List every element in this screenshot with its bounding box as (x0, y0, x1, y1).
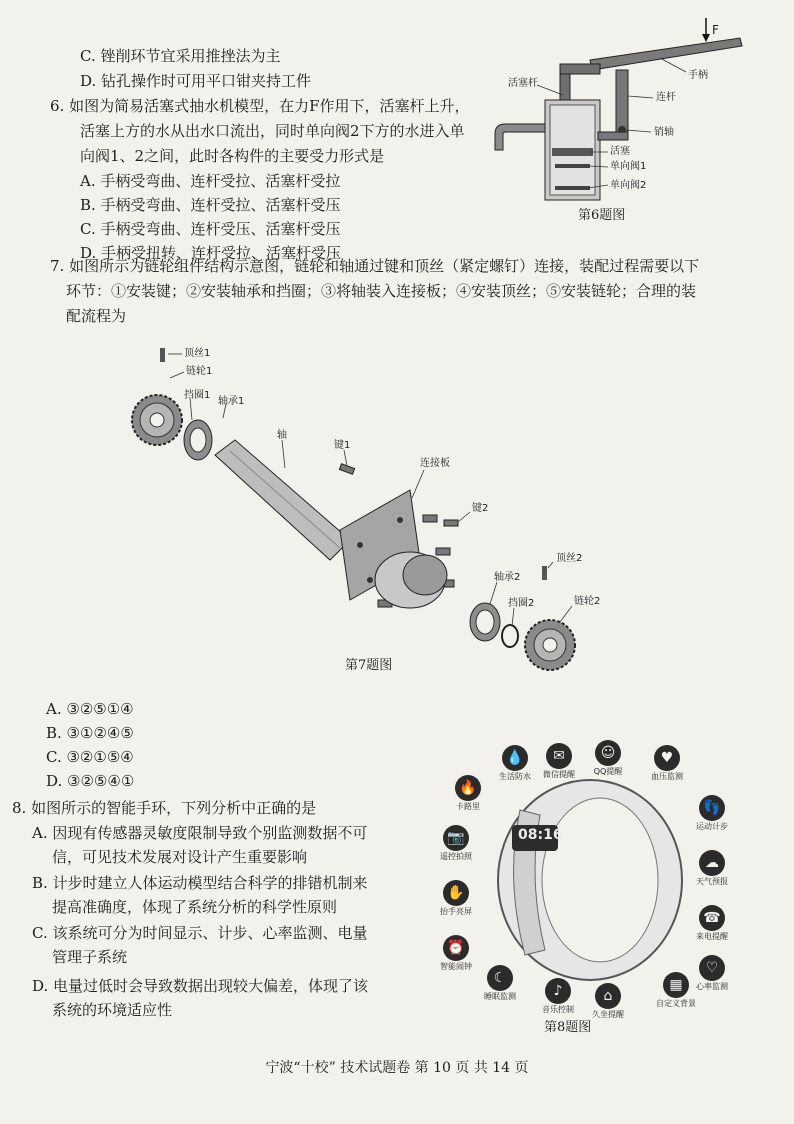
q7-option-c: C. ③②①⑤④ (46, 748, 134, 766)
feature-label: 睡眠监测 (484, 992, 516, 1001)
blood-pressure-icon: ♥ (654, 745, 680, 771)
phone-call-icon: ☎ (699, 905, 725, 931)
feature-label: 卡路里 (456, 802, 480, 811)
band-display-time: 08:16 (518, 827, 563, 843)
q6-option-a: A. 手柄受弯曲、连杆受拉、活塞杆受拉 (80, 172, 341, 190)
q7-stem-line2: 环节：①安装键；②安装轴承和挡圈；③将轴装入连接板；④安装顶丝；⑤安装链轮；合理的装 (66, 282, 697, 300)
q6-option-c: C. 手柄受弯曲、连杆受压、活塞杆受压 (80, 220, 341, 238)
q6-stem-line3: 向阀1、2之间，此时各构件的主要受力形式是 (80, 147, 385, 165)
feature-item (434, 880, 478, 917)
feature-item (434, 825, 478, 862)
q6-label-valve2: 单向阀2 (610, 180, 647, 191)
feature-item (690, 795, 734, 832)
q7-label-key2: 键2 (472, 503, 489, 514)
feature-item (645, 745, 689, 782)
camera-icon: 📷 (443, 825, 469, 851)
q7-label-bearing2: 轴承2 (494, 572, 521, 583)
q6-option-b: B. 手柄受弯曲、连杆受拉、活塞杆受压 (80, 196, 341, 214)
heart-rate-icon: ♡ (699, 955, 725, 981)
q7-label-sprocket1: 链轮1 (186, 366, 213, 377)
feature-item (690, 905, 734, 942)
q7-option-a: A. ③②⑤①④ (46, 700, 134, 718)
q6-label-valve1: 单向阀1 (610, 161, 647, 172)
q8-stem: 8. 如图所示的智能手环，下列分析中正确的是 (12, 799, 317, 817)
q8-option-a-line2: 信，可见技术发展对设计产生重要影响 (52, 848, 308, 866)
q8-option-b-line2: 提高准确度，体现了系统分析的科学性原则 (52, 898, 338, 916)
water-drop-icon: 💧 (502, 745, 528, 771)
feature-label: 心率监测 (696, 982, 728, 991)
q6-option-d: D. 手柄受扭转、连杆受拉、活塞杆受压 (80, 244, 342, 262)
feature-item (478, 965, 522, 1002)
sedentary-icon: ⌂ (595, 983, 621, 1009)
feature-label: 遥控拍照 (440, 852, 472, 861)
qq-icon: ☺ (595, 740, 621, 766)
q7-label-shaft: 轴 (277, 430, 287, 441)
q6-label-force: F (712, 23, 719, 37)
q8-option-d-line1: D. 电量过低时会导致数据出现较大偏差，体现了该 (32, 977, 369, 995)
sleep-icon: ☾ (487, 965, 513, 991)
feature-item (537, 743, 581, 780)
feature-label: 天气预报 (696, 877, 728, 886)
q7-label-retainer1: 挡圈1 (184, 390, 211, 401)
q6-stem-line1: 6. 如图为简易活塞式抽水机模型，在力F作用下，活塞杆上升， (50, 97, 470, 115)
q6-figure-caption: 第6题图 (578, 208, 626, 223)
q7-label-plate: 连接板 (420, 458, 450, 469)
feature-item (586, 983, 630, 1020)
page-footer: 宁波“十校” 技术试题卷 第 10 页 共 14 页 (265, 1060, 529, 1076)
q6-label-handle: 手柄 (688, 70, 708, 81)
feature-label: 运动计步 (696, 822, 728, 831)
flame-icon: 🔥 (455, 775, 481, 801)
q7-option-d: D. ③②⑤④① (46, 772, 135, 790)
footprint-icon: 👣 (699, 795, 725, 821)
feature-item (690, 850, 734, 887)
q7-figure-caption: 第7题图 (345, 658, 393, 673)
q6-label-piston-rod: 活塞杆 (508, 78, 538, 89)
q6-stem-line2: 活塞上方的水从出水口流出，同时单向阀2下方的水进入单 (80, 122, 465, 140)
feature-item (654, 972, 698, 1009)
q6-label-link: 连杆 (656, 92, 676, 103)
feature-label: 自定义背景 (656, 999, 696, 1008)
alarm-icon: ⏰ (443, 935, 469, 961)
feature-label: 抬手亮屏 (440, 907, 472, 916)
raise-hand-icon: ✋ (443, 880, 469, 906)
q5-option-c: C. 锉削环节宜采用推挫法为主 (80, 47, 281, 65)
feature-item (446, 775, 490, 812)
feature-label: 来电提醒 (696, 932, 728, 941)
q8-figure-caption: 第8题图 (544, 1020, 592, 1035)
custom-bg-icon: ▦ (663, 972, 689, 998)
q8-option-b-line1: B. 计步时建立人体运动模型结合科学的排错机制来 (32, 874, 368, 892)
feature-item (536, 978, 580, 1015)
feature-label: 智能闹钟 (440, 962, 472, 971)
q5-option-d: D. 钻孔操作时可用平口钳夹持工件 (80, 72, 312, 90)
q7-stem-line1: 7. 如图所示为链轮组件结构示意图，链轮和轴通过键和顶丝（紧定螺钉）连接，装配过程需要以下 (50, 257, 700, 275)
q8-option-d-line2: 系统的环境适应性 (52, 1001, 173, 1019)
q8-option-a-line1: A. 因现有传感器灵敏度限制导致个别监测数据不可 (32, 824, 368, 842)
q7-label-retainer2: 挡圈2 (508, 598, 535, 609)
q6-label-pin: 销轴 (654, 127, 674, 138)
feature-label: 血压监测 (651, 772, 683, 781)
q6-label-piston: 活塞 (610, 146, 630, 157)
feature-label: 生活防水 (499, 772, 531, 781)
feature-label: 音乐控制 (542, 1005, 574, 1014)
feature-label: 微信提醒 (543, 770, 575, 779)
feature-label: QQ提醒 (593, 767, 623, 776)
feature-item (586, 740, 630, 777)
wechat-icon: ✉ (546, 743, 572, 769)
q7-label-set-screw1: 顶丝1 (184, 348, 211, 359)
q7-label-set-screw2: 顶丝2 (556, 553, 583, 564)
music-icon: ♪ (545, 978, 571, 1004)
q8-option-c-line1: C. 该系统可分为时间显示、计步、心率监测、电量 (32, 924, 368, 942)
q7-stem-line3: 配流程为 (66, 307, 127, 325)
q7-label-key1: 键1 (334, 440, 351, 451)
feature-label: 久坐提醒 (592, 1010, 624, 1019)
weather-icon: ☁ (699, 850, 725, 876)
q8-option-c-line2: 管理子系统 (52, 948, 128, 966)
q7-option-b: B. ③①②④⑤ (46, 724, 134, 742)
feature-item (434, 935, 478, 972)
q7-label-bearing1: 轴承1 (218, 396, 245, 407)
feature-item (493, 745, 537, 782)
q7-label-sprocket2: 链轮2 (574, 596, 601, 607)
